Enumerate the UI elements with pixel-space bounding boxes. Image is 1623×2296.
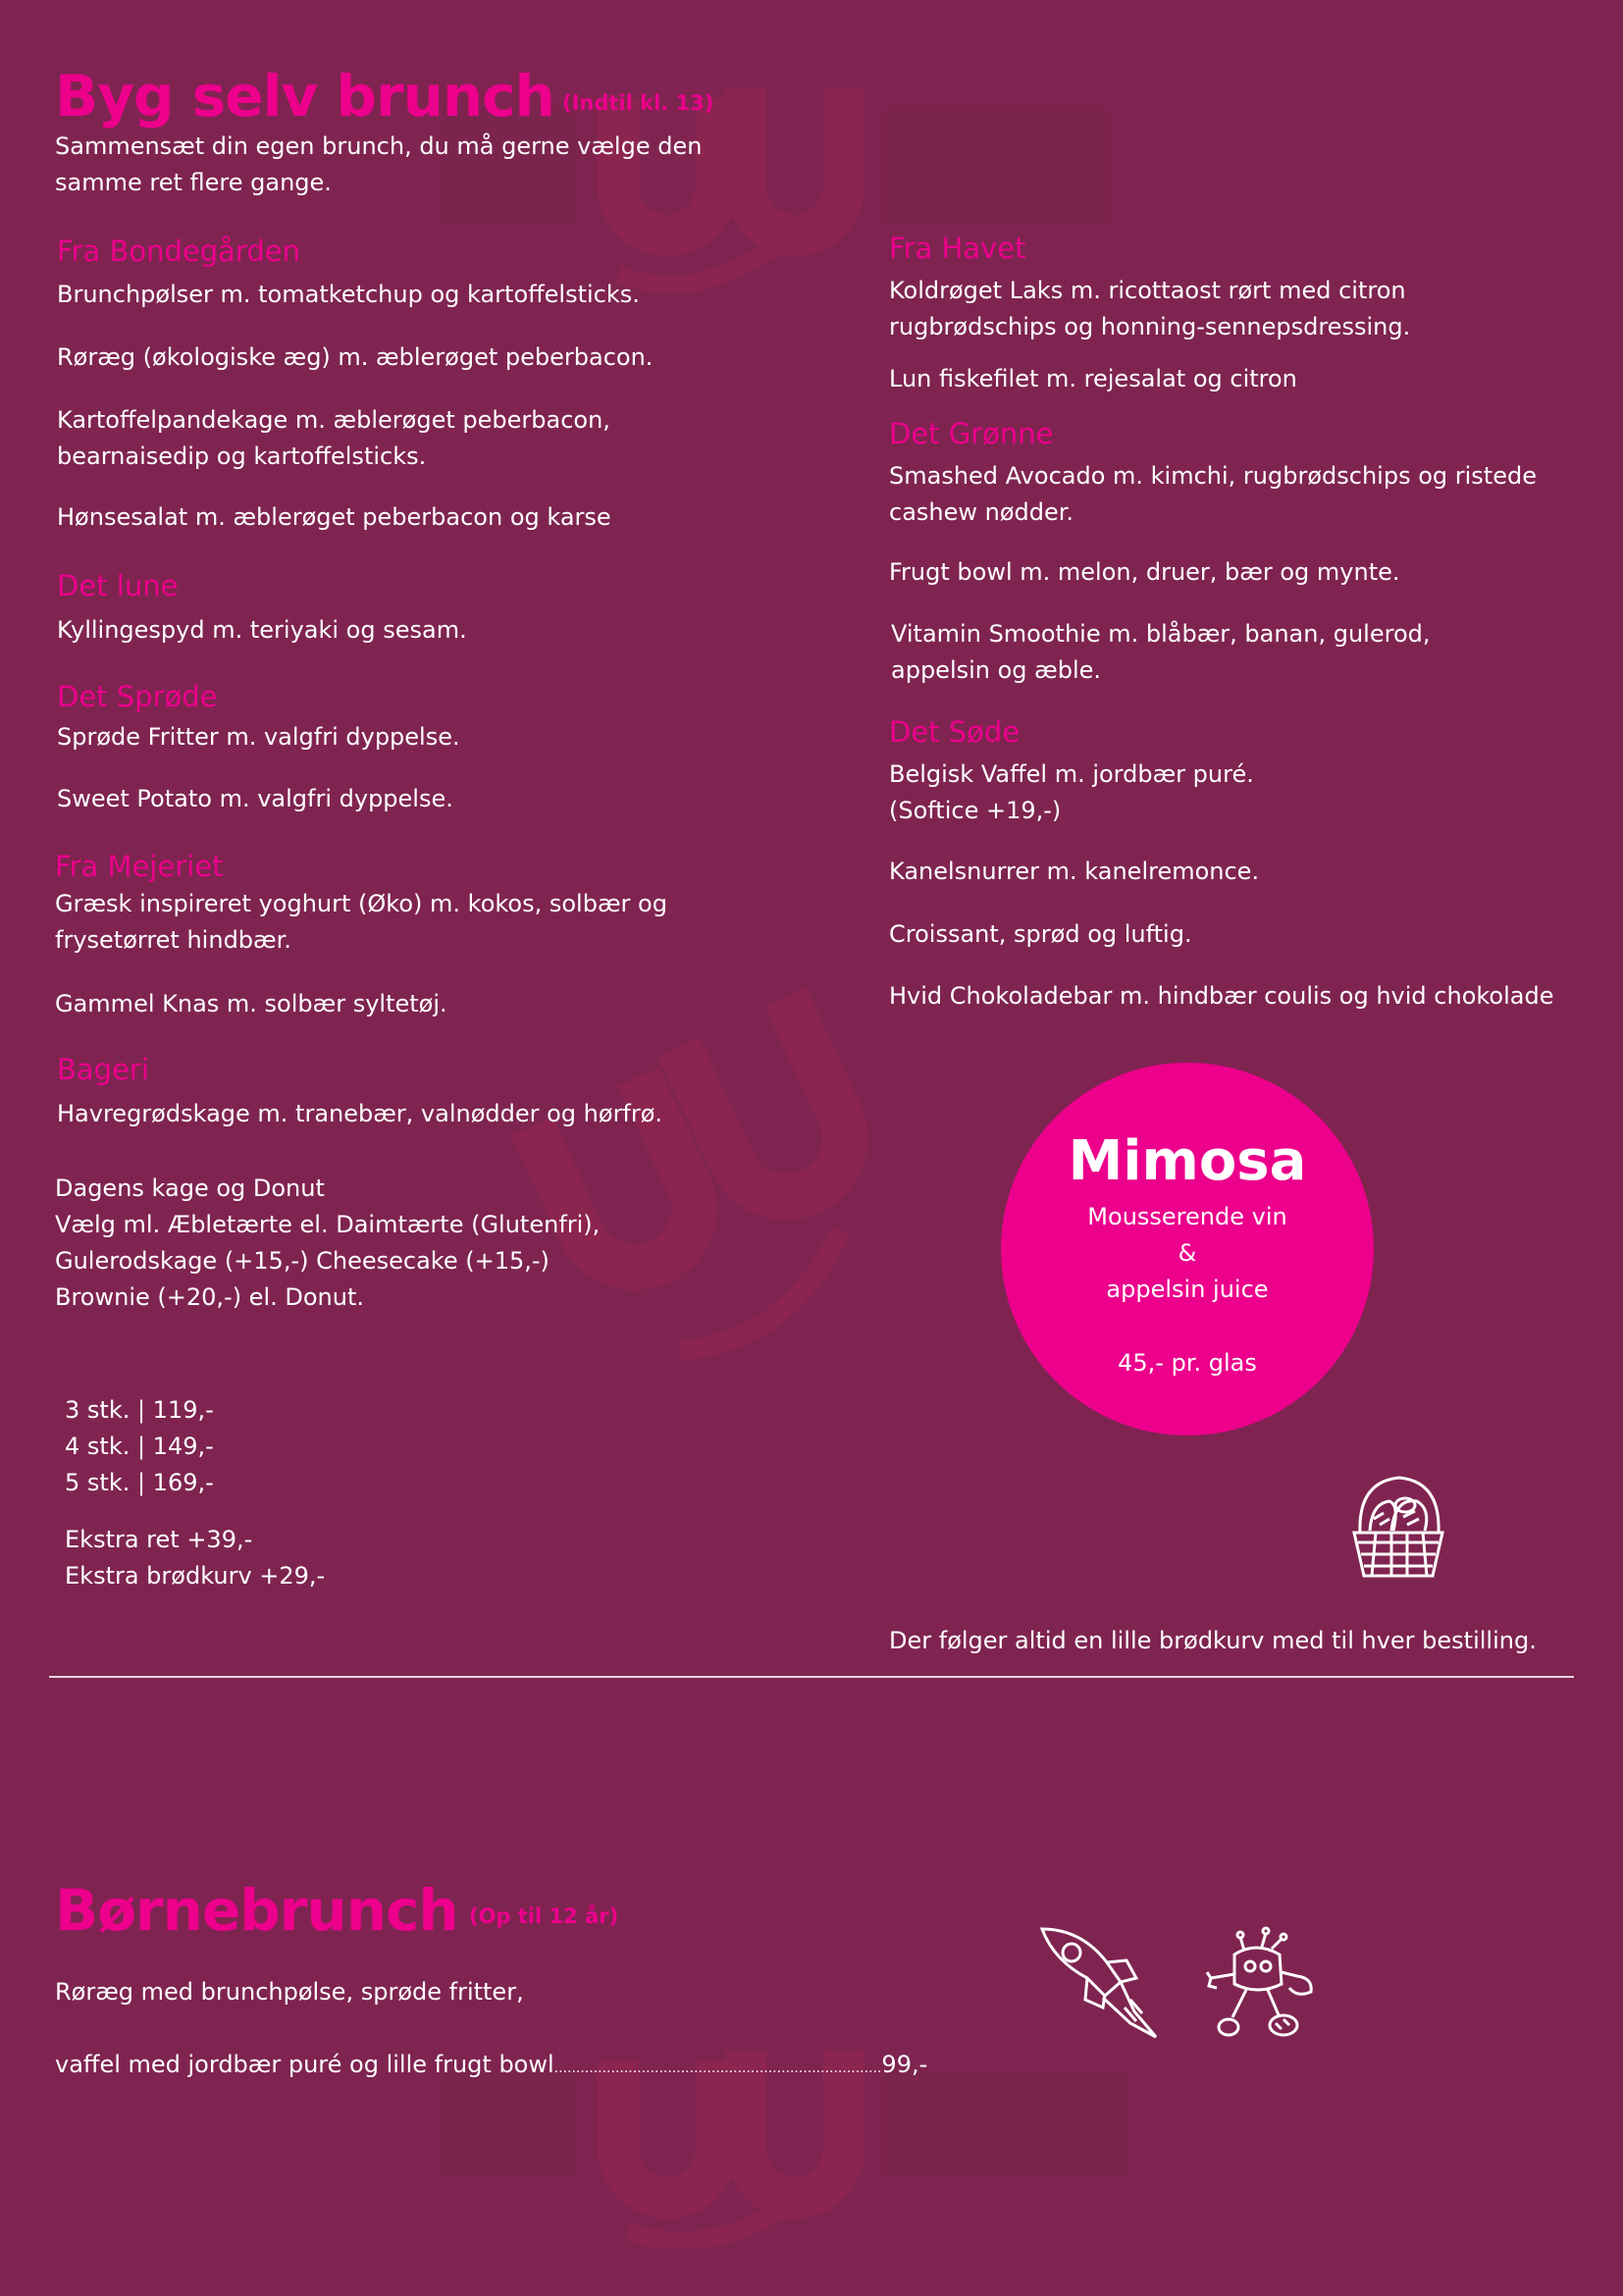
section-heading-det-gronne: Det Grønne	[889, 417, 1054, 450]
menu-item: Belgisk Vaffel m. jordbær puré. (Softice +19,-)	[889, 760, 1254, 824]
section-heading-fra-bondegarden: Fra Bondegården	[57, 235, 300, 268]
extras-list: Ekstra ret +39,- Ekstra brødkurv +29,-	[65, 1526, 326, 1590]
menu-item: Croissant, sprød og luftig.	[889, 920, 1192, 948]
section-heading-bageri: Bageri	[57, 1053, 149, 1086]
mimosa-title: Mimosa	[1068, 1129, 1307, 1193]
kids-title: Børnebrunch	[55, 1877, 458, 1944]
menu-item: Lun fiskefilet m. rejesalat og citron	[889, 365, 1297, 392]
section-heading-fra-havet: Fra Havet	[889, 232, 1026, 265]
robot-icon	[1205, 1925, 1321, 2049]
menu-item: Brunchpølser m. tomatketchup og kartoffelsticks.	[57, 281, 640, 308]
rocket-icon	[1036, 1923, 1164, 2050]
section-divider	[49, 1676, 1574, 1678]
title-note: (Indtil kl. 13)	[562, 91, 714, 115]
section-heading-det-sprode: Det Sprøde	[57, 680, 218, 713]
price-list: 3 stk. | 119,- 4 stk. | 149,- 5 stk. | 169,-	[65, 1396, 214, 1496]
menu-item: Smashed Avocado m. kimchi, rugbrødschips og ristede cashew nødder.	[889, 462, 1537, 526]
menu-item: Græsk inspireret yoghurt (Øko) m. kokos, solbær og frysetørret hindbær.	[55, 890, 667, 954]
kids-item-text: vaffel med jordbær puré og lille frugt bowl	[55, 2051, 554, 2078]
mimosa-badge	[1001, 1063, 1374, 1435]
menu-item: Hønsesalat m. æblerøget peberbacon og karse	[57, 503, 611, 531]
menu-item: Frugt bowl m. melon, druer, bær og mynte.	[889, 558, 1400, 586]
kids-title-note: (Op til 12 år)	[469, 1905, 619, 1928]
menu-item: Dagens kage og Donut Vælg ml. Æbletærte el. Daimtærte (Glutenfri), Gulerodskage (+15,-) Cheesecake (+15,-) Brownie (+20,-) el. Donut.	[55, 1174, 601, 1311]
section-heading-fra-mejeriet: Fra Mejeriet	[55, 850, 224, 883]
kids-price: 99,-	[881, 2051, 928, 2078]
menu-item: Havregrødskage m. tranebær, valnødder og hørfrø.	[57, 1100, 663, 1127]
bread-basket-icon	[1346, 1472, 1450, 1586]
kids-item-line1: Røræg med brunchpølse, sprøde fritter,	[55, 1978, 524, 2006]
intro-text: Sammensæt din egen brunch, du må gerne vælge den samme ret flere gange.	[55, 132, 703, 196]
page-title: Byg selv brunch	[55, 63, 554, 130]
kids-dots: ...........................................................................	[553, 2061, 882, 2076]
section-heading-det-sode: Det Søde	[889, 715, 1021, 749]
section-heading-det-lune: Det lune	[57, 569, 179, 602]
menu-item: Kanelsnurrer m. kanelremonce.	[889, 858, 1260, 885]
menu-item: Gammel Knas m. solbær syltetøj.	[55, 990, 447, 1018]
menu-item: Kartoffelpandekage m. æblerøget peberbacon, bearnaisedip og kartoffelsticks.	[57, 406, 610, 470]
menu-item: Hvid Chokoladebar m. hindbær coulis og hvid chokolade	[889, 982, 1554, 1010]
kids-item-line2	[55, 2010, 927, 2087]
bread-basket-note: Der følger altid en lille brødkurv med til hver bestilling.	[889, 1627, 1537, 1654]
mimosa-description: Mousserende vin & appelsin juice	[1087, 1203, 1287, 1303]
menu-item: Sprøde Fritter m. valgfri dyppelse.	[57, 723, 460, 751]
menu-item: Kyllingespyd m. teriyaki og sesam.	[57, 616, 467, 644]
mimosa-price: 45,- pr. glas	[1118, 1349, 1257, 1377]
menu-item: Vitamin Smoothie m. blåbær, banan, gulerod, appelsin og æble.	[891, 620, 1431, 684]
menu-item: Koldrøget Laks m. ricottaost rørt med citron rugbrødschips og honning-sennepsdressing.	[889, 277, 1411, 340]
menu-item: Sweet Potato m. valgfri dyppelse.	[57, 785, 453, 812]
menu-item: Røræg (økologiske æg) m. æblerøget peberbacon.	[57, 343, 654, 371]
